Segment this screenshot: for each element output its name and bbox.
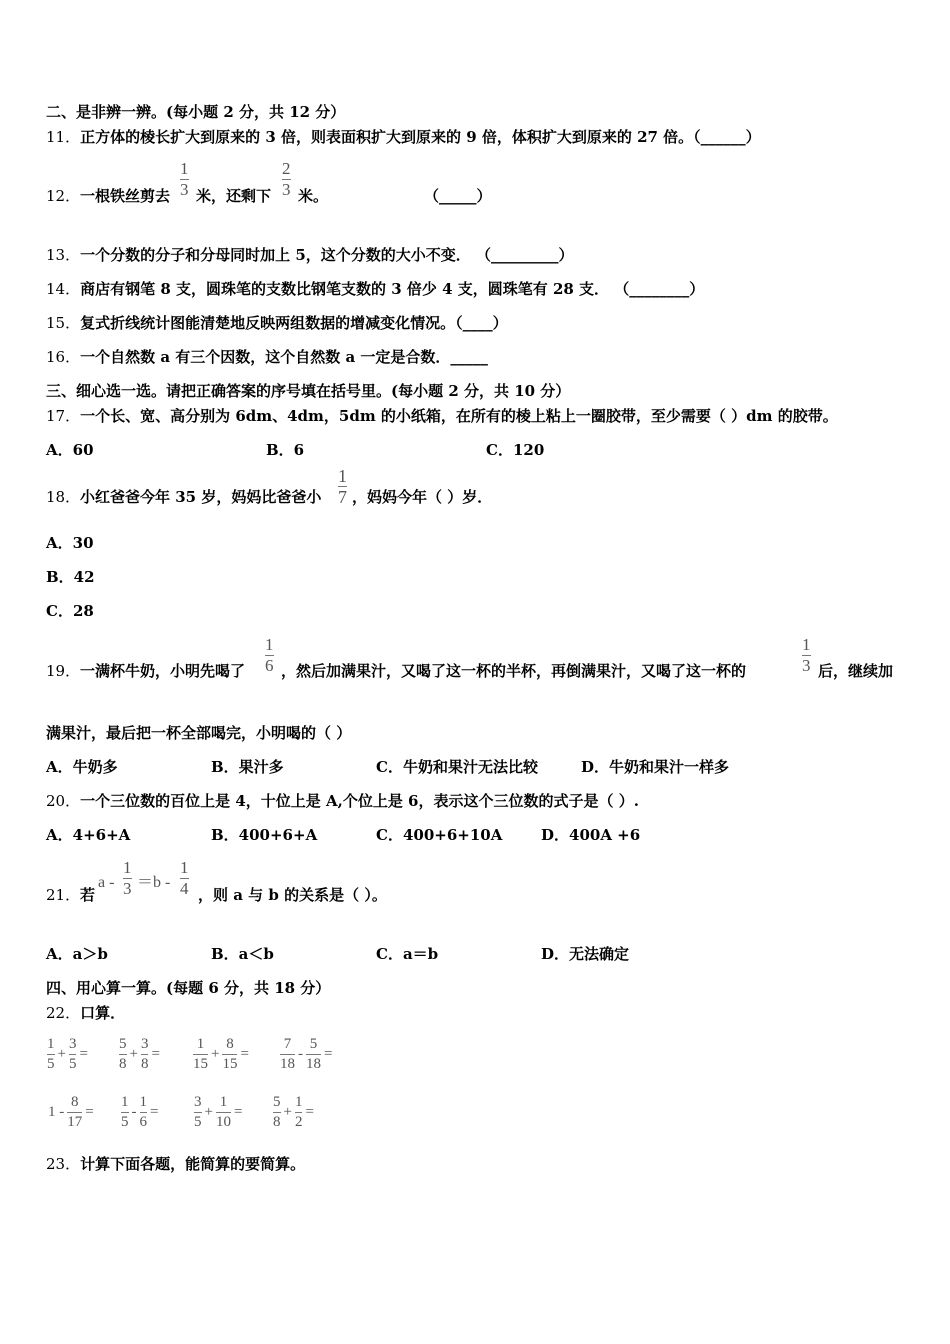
question-number: 11． (46, 128, 81, 146)
question-text-part1: 若 (80, 886, 96, 904)
option-a: A．a＞b (46, 945, 108, 963)
question-number: 21． (46, 886, 81, 904)
question-number: 23． (46, 1155, 81, 1173)
question-number: 17． (46, 407, 81, 425)
question-22 (46, 1003, 125, 1023)
calc-item-5: 1 - 8 17 = (48, 1094, 94, 1130)
question-number: 14． (46, 280, 81, 298)
option-c: C．400+6+10A (376, 826, 503, 844)
question-number: 18． (46, 488, 81, 506)
calc-item-8: 5 8 + 1 2 = (273, 1094, 314, 1130)
question-15 (46, 313, 508, 333)
question-16 (46, 347, 488, 367)
question-text: 商店有钢笔 8 支，圆珠笔的支数比钢笔支数的 3 倍少 4 支，圆珠笔有 28 支． （________） (80, 280, 705, 298)
question-number: 19． (46, 662, 81, 680)
option-d: D．400A +6 (541, 826, 641, 844)
question-text: 正方体的棱长扩大到原来的 3 倍，则表面积扩大到原来的 9 倍，体积扩大到原来的 27 倍。（______） (80, 128, 761, 146)
option-c: C．120 (486, 441, 545, 459)
question-number: 22． (46, 1004, 81, 1022)
fraction-one-quarter: 1 4 (180, 858, 189, 898)
calc-item-6: 1 5 - 1 6 = (121, 1094, 159, 1130)
option-a: A．4+6+A (46, 826, 131, 844)
question-text: 计算下面各题，能简算的要简算。 (80, 1155, 306, 1173)
calc-item-1: 1 5 + 3 5 = (47, 1036, 88, 1072)
answer-blank: （_____） (424, 187, 492, 205)
option-b: B．a＜b (211, 945, 274, 963)
question-number: 16． (46, 348, 81, 366)
question-text: 一个分数的分子和分母同时加上 5，这个分数的大小不变． （_________） (80, 246, 574, 264)
question-text-line2: 满果汁，最后把一杯全部喝完，小明喝的（ ） (46, 724, 352, 742)
option-a: A．60 (46, 441, 94, 459)
math-expr-a: a - (98, 874, 115, 891)
option-c: C．a＝b (376, 945, 439, 963)
section-heading-4: 四、用心算一算。(每题 6 分，共 18 分） (46, 979, 331, 997)
question-number: 12． (46, 187, 81, 205)
calc-item-4: 7 18 - 5 18 = (280, 1036, 333, 1072)
question-23 (46, 1154, 305, 1174)
option-c: C．牛奶和果汁无法比较 (376, 758, 538, 776)
question-11 (46, 127, 761, 147)
calc-item-7: 3 5 + 1 10 = (194, 1094, 243, 1130)
option-d: D．牛奶和果汁一样多 (581, 758, 730, 776)
math-expr-mid: ＝b - (137, 874, 171, 891)
question-text: 一个三位数的百位上是 4，十位上是 A,个位上是 6，表示这个三位数的式子是（ ）. (80, 792, 639, 810)
question-text: 复式折线统计图能清楚地反映两组数据的增减变化情况。（____） (80, 314, 508, 332)
question-17 (46, 406, 838, 426)
question-text: 一个长、宽、高分别为 6dm、4dm，5dm 的小纸箱，在所有的棱上粘上一圈胶带，至少需要（ ）dm 的胶带。 (80, 407, 838, 425)
fraction-one-seventh: 1 7 (338, 466, 347, 507)
question-number: 13． (46, 246, 81, 264)
question-13 (46, 245, 573, 265)
option-b: B．果汁多 (211, 758, 284, 776)
option-d: D．无法确定 (541, 945, 630, 963)
section-heading-3: 三、细心选一选。请把正确答案的序号填在括号里。(每小题 2 分，共 10 分） (46, 382, 571, 400)
question-text-part2: ，妈妈今年（ ）岁． (352, 488, 493, 506)
question-text-part3: 米。 (298, 187, 329, 205)
option-b: B．6 (266, 441, 305, 459)
fraction-one-third: 1 3 (802, 635, 811, 675)
option-a: A．牛奶多 (46, 758, 118, 776)
question-text-part2: ，然后加满果汁，又喝了这一杯的半杯，再倒满果汁，又喝了这一杯的 (281, 662, 747, 680)
question-text-part1: 一根铁丝剪去 (80, 187, 171, 205)
option-a: A．30 (46, 534, 94, 552)
question-number: 20． (46, 792, 81, 810)
fraction-one-third: 1 3 (180, 159, 189, 199)
option-b: B．42 (46, 568, 95, 586)
calc-item-3: 1 15 + 8 15 = (193, 1036, 249, 1072)
section-heading-2: 二、是非辨一辨。(每小题 2 分，共 12 分） (46, 103, 346, 121)
option-b: B．400+6+A (211, 826, 318, 844)
question-20 (46, 791, 639, 811)
question-number: 15． (46, 314, 81, 332)
question-text-part2: 米，还剩下 (196, 187, 272, 205)
question-text: 口算． (80, 1004, 126, 1022)
question-14 (46, 279, 704, 299)
question-text-part1: 一满杯牛奶，小明先喝了 (80, 662, 246, 680)
question-text-part1: 小红爸爸今年 35 岁，妈妈比爸爸小 (80, 488, 322, 506)
question-text-part2: ，则 a 与 b 的关系是（ ）。 (198, 886, 387, 904)
calc-item-2: 5 8 + 3 8 = (119, 1036, 160, 1072)
option-c: C．28 (46, 602, 94, 620)
question-text: 一个自然数 a 有三个因数，这个自然数 a 一定是合数．_____ (80, 348, 488, 366)
fraction-one-sixth: 1 6 (265, 635, 274, 675)
question-text-part3: 后，继续加 (818, 662, 894, 680)
fraction-one-third: 1 3 (123, 858, 132, 898)
fraction-two-thirds: 2 3 (282, 159, 291, 199)
